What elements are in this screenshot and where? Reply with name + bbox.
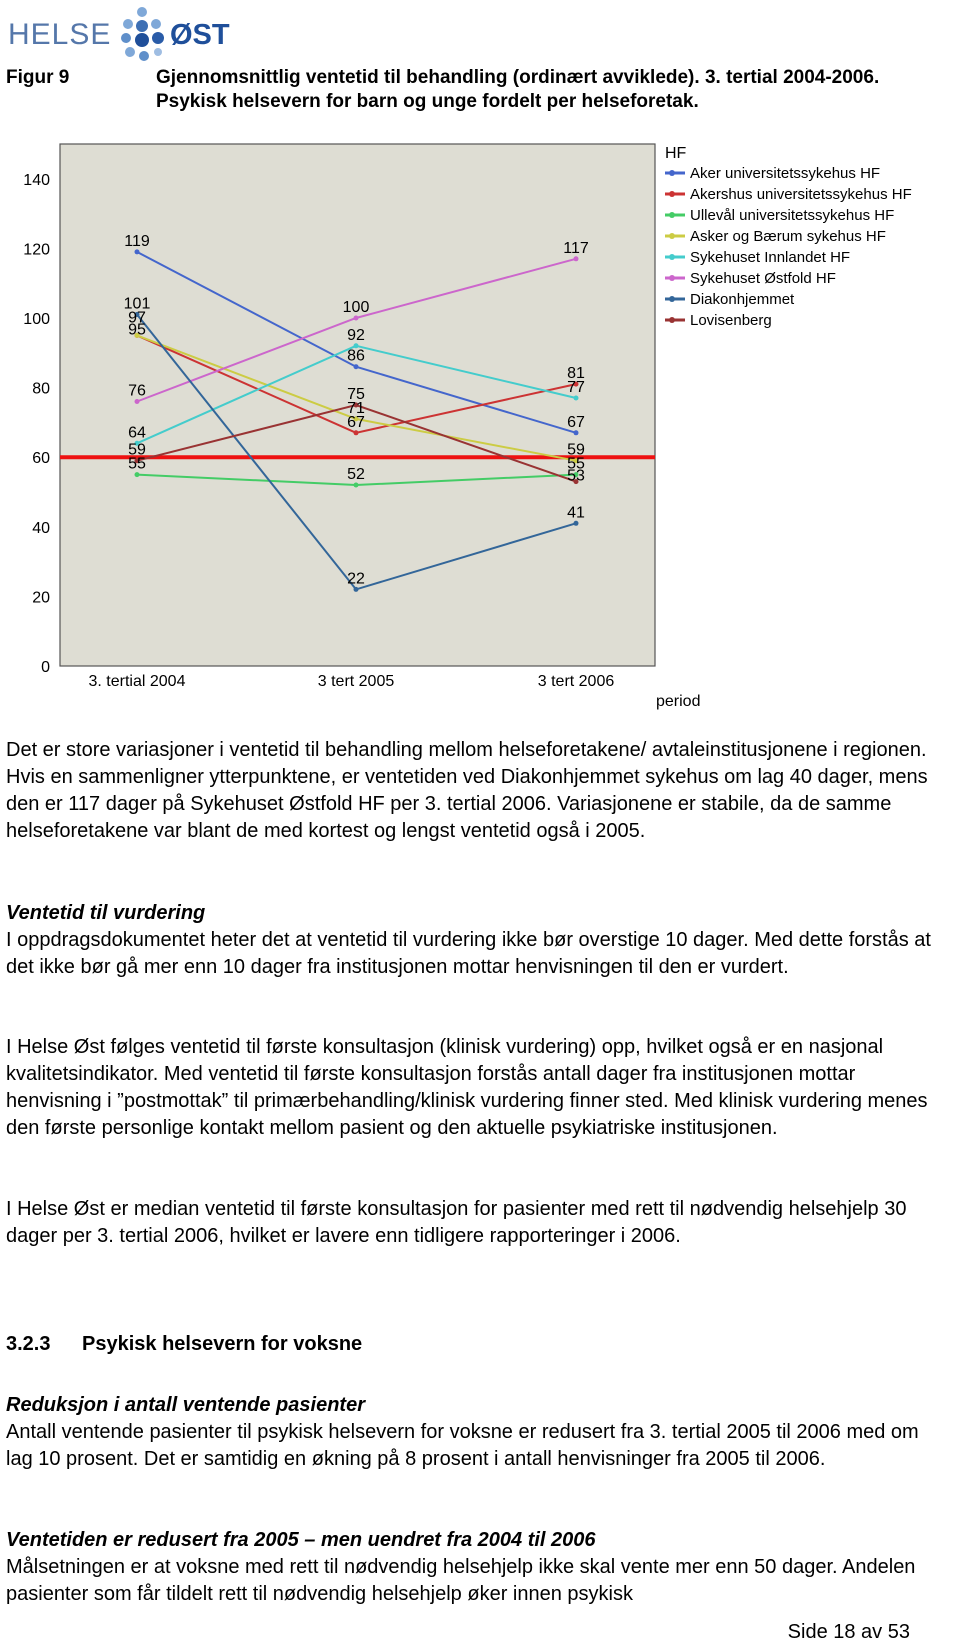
data-point <box>135 249 140 254</box>
paragraph-variations: Det er store variasjoner i ventetid til behandling mellom helseforetakene/ avtaleinstitusjonene i regionen. Hvis en sammenligner ytterpunktene, er ventetiden ved Diakonhjemmet sykehus om lag 40 dager, mens den er 117 dager på Sykehuset Østfold HF per 3. tertial 2006. Variasjonene er stabile, da de samme helseforetakene var blant de med kortest og lengst ventetid også i 2005. <box>6 739 928 842</box>
data-label: 86 <box>347 347 365 365</box>
data-label: 75 <box>347 386 365 403</box>
legend-marker <box>669 170 675 176</box>
data-label: 67 <box>567 413 585 431</box>
y-tick-label: 80 <box>32 380 50 398</box>
data-point <box>135 472 140 477</box>
heading-ventetid-vurdering: Ventetid til vurdering <box>6 902 206 924</box>
data-point <box>574 396 579 401</box>
heading-ventetiden-redusert: Ventetiden er redusert fra 2005 – men uendret fra 2004 til 2006 <box>6 1529 596 1551</box>
data-point <box>354 316 359 321</box>
data-label: 101 <box>123 295 151 313</box>
data-point <box>574 430 579 435</box>
data-point <box>574 521 579 526</box>
section-title: Psykisk helsevern for voksne <box>82 1333 363 1355</box>
y-tick-label: 100 <box>23 311 50 328</box>
legend-marker <box>669 254 675 260</box>
legend-title: HF <box>665 145 687 162</box>
data-label: 59 <box>567 441 585 459</box>
data-point <box>354 587 359 592</box>
data-label: 67 <box>347 413 365 431</box>
legend-marker <box>669 212 675 218</box>
legend-entry: Asker og Bærum sykehus HF <box>690 228 886 245</box>
figure-label: Figur 9 <box>6 67 70 88</box>
legend-marker <box>669 317 675 323</box>
logo-text-left: HELSE <box>8 18 112 51</box>
x-tick-label: 3 tert 2006 <box>537 673 615 690</box>
paragraph-forste-konsultasjon: I Helse Øst følges ventetid til første konsultasjon (klinisk vurdering) opp, hvilket også er en nasjonal kvalitetsindikator. Med ventetid til første konsultasjon forstås antall dager fra institusjonen mottar henvisning i ”postmottak” til primærbehandling/klinisk vurdering finner sted. Med klinisk vurdering menes den første personlige kontakt mellom pasient og den aktuelle psykiatriske institusjonen. <box>6 1036 928 1139</box>
paragraph-oppdragsdokument: I oppdragsdokumentet heter det at ventetid til vurdering ikke bør overstige 10 dager. Med dette forstås at det ikke bør gå mer enn 10 dager fra institusjonen mottar henvisningen til den er vurdert. <box>6 929 931 978</box>
data-label: 53 <box>567 467 585 485</box>
data-point <box>354 483 359 488</box>
logo-text-right: ØST <box>170 19 230 51</box>
legend-entry: Akershus universitetssykehus HF <box>690 186 912 203</box>
legend-entry: Diakonhjemmet <box>690 291 795 308</box>
section-number: 3.2.3 <box>6 1333 51 1355</box>
data-label: 92 <box>347 326 365 344</box>
data-label: 55 <box>567 455 585 473</box>
figure-caption: Gjennomsnittlig ventetid til behandling (ordinært avviklede). 3. tertial 2004-2006. Psykisk helsevern for barn og unge fordelt per helseforetak. <box>156 67 880 112</box>
y-tick-label: 20 <box>32 589 50 607</box>
legend-marker <box>669 233 675 239</box>
helse-ost-logo <box>6 2 256 64</box>
data-label: 100 <box>342 299 370 316</box>
data-label: 59 <box>128 441 146 459</box>
legend-entry: Sykehuset Østfold HF <box>690 270 836 287</box>
data-point <box>354 430 359 435</box>
legend-marker <box>669 296 675 302</box>
data-point <box>574 256 579 261</box>
logo-dots-icon <box>121 7 164 61</box>
y-tick-label: 0 <box>41 659 50 676</box>
y-tick-label: 60 <box>32 450 50 468</box>
x-tick-label: 3 tert 2005 <box>317 673 395 690</box>
legend-entry: Lovisenberg <box>690 312 772 329</box>
data-label: 52 <box>347 466 365 483</box>
legend-marker <box>669 275 675 281</box>
legend-entry: Aker universitetssykehus HF <box>690 165 881 182</box>
data-label: 41 <box>567 504 585 522</box>
data-label: 22 <box>347 570 365 588</box>
data-label: 95 <box>128 321 146 339</box>
paragraph-ventende-pasienter: Antall ventende pasienter til psykisk helsevern for voksne er redusert fra 3. tertial 2005 til 2006 med om lag 10 prosent. Det er samtidig en økning på 8 prosent i antall henvisninger fra 2005 til 2006. <box>6 1421 919 1470</box>
y-tick-label: 120 <box>23 241 50 259</box>
legend-marker <box>669 191 675 197</box>
data-label: 64 <box>128 424 146 442</box>
y-tick-label: 40 <box>32 519 50 537</box>
data-label: 76 <box>128 382 146 400</box>
paragraph-malsetning: Målsetningen er at voksne med rett til nødvendig helsehjelp ikke skal vente mer enn 50 dager. Andelen pasienter som får tildelt rett til nødvendig helsehjelp øker innen psykisk <box>6 1556 916 1605</box>
data-point <box>354 364 359 369</box>
page-number: Side 18 av 53 <box>787 1621 910 1643</box>
data-label: 81 <box>567 365 585 383</box>
data-label: 71 <box>347 399 365 417</box>
x-axis-label: period <box>656 693 701 710</box>
heading-reduksjon: Reduksjon i antall ventende pasienter <box>6 1394 365 1416</box>
data-label: 77 <box>567 379 585 396</box>
legend-entry: Sykehuset Innlandet HF <box>690 249 851 266</box>
y-tick-label: 140 <box>23 171 50 189</box>
section-heading <box>6 1331 362 1358</box>
line-chart <box>0 138 960 713</box>
data-label: 97 <box>128 309 146 327</box>
x-tick-label: 3. tertial 2004 <box>88 673 186 690</box>
data-point <box>135 399 140 404</box>
data-label: 55 <box>128 455 146 473</box>
legend-entry: Ullevål universitetssykehus HF <box>690 207 895 224</box>
data-label: 117 <box>563 239 589 257</box>
paragraph-median-ventetid: I Helse Øst er median ventetid til første konsultasjon for pasienter med rett til nødvendig helsehjelp 30 dager per 3. tertial 2006, hvilket er lavere enn tidligere rapporteringer i 2006. <box>6 1198 907 1247</box>
data-label: 119 <box>124 232 150 250</box>
